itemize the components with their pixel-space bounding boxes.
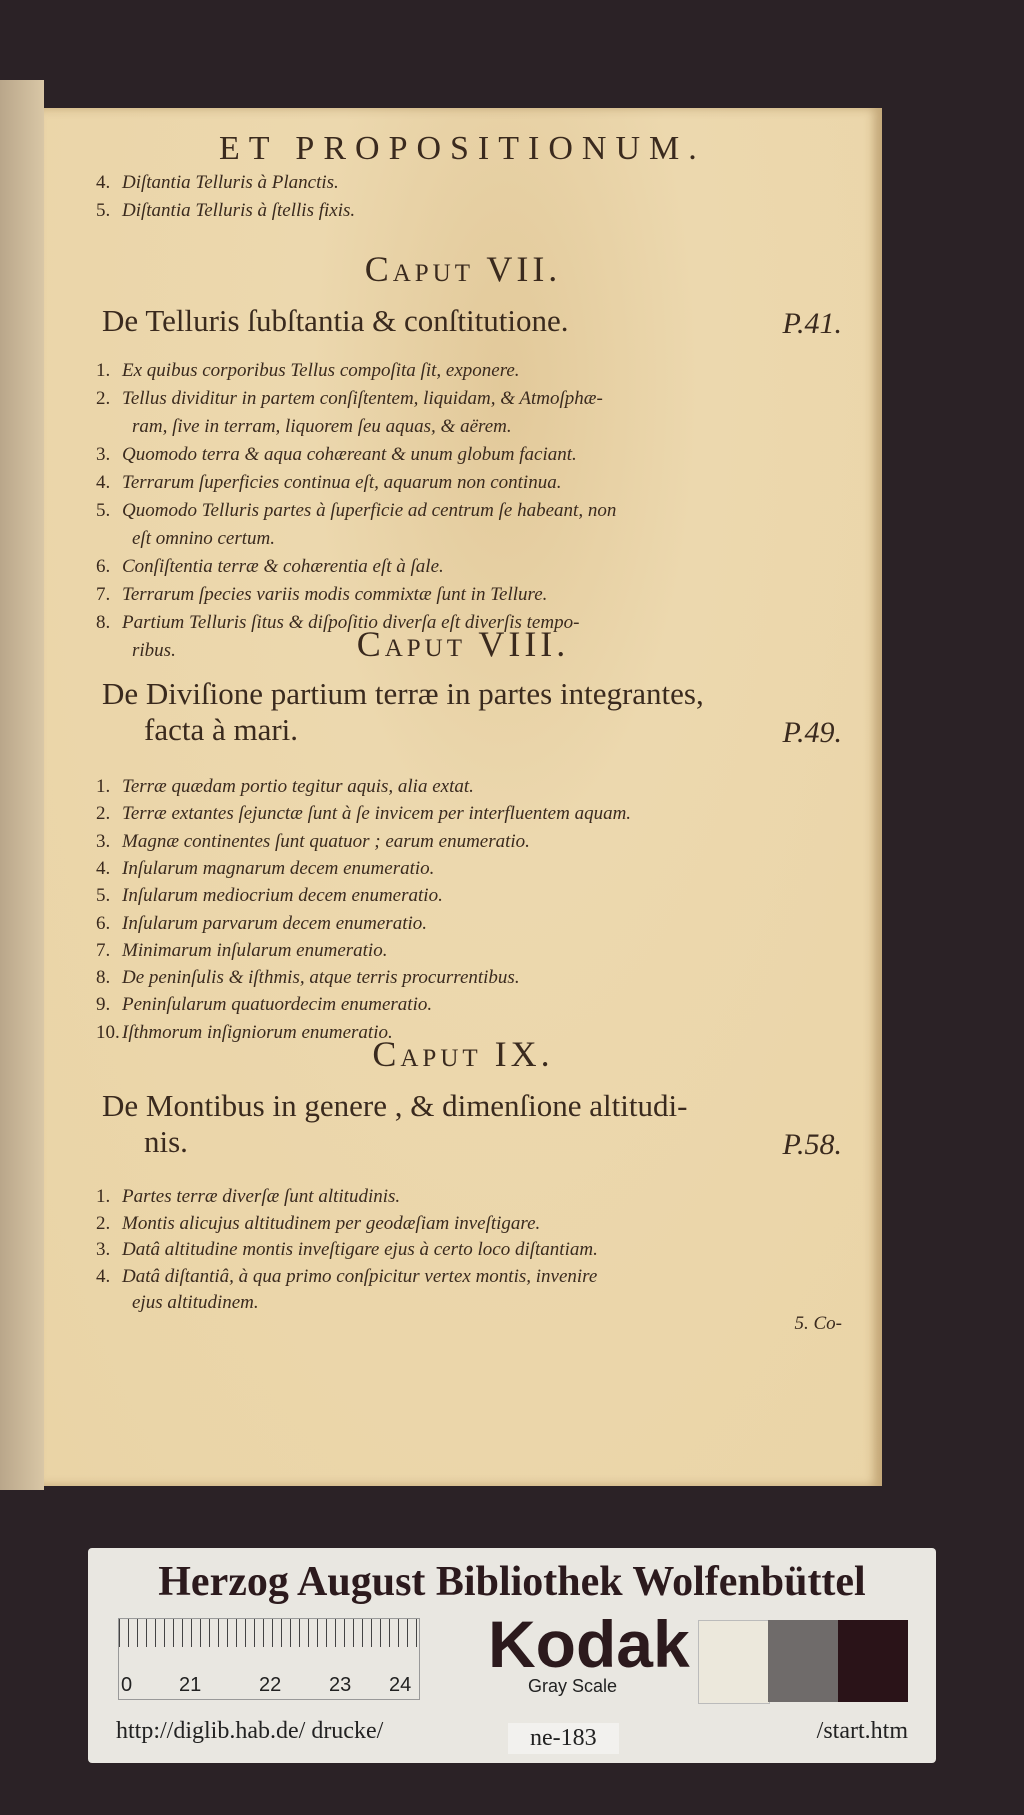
item-text: Inſularum magnarum decem enumeratio. [122, 857, 435, 879]
item-number: 2. [96, 803, 111, 825]
swatch-black [838, 1620, 908, 1702]
item-number: 8. [96, 967, 111, 989]
library-name: Herzog August Bibliothek Wolfenbüttel [158, 1559, 866, 1605]
item-text: Partium Telluris ſitus & diſpoſitio diverſa eſt diverſis tempo- [122, 612, 580, 633]
list-item [96, 940, 387, 962]
item-text: ribus. [132, 640, 176, 661]
shelfmark: ne-183 [508, 1723, 619, 1754]
ruler-label: 23 [329, 1674, 352, 1696]
list-item [96, 831, 530, 853]
list-item [106, 416, 512, 438]
list-item [96, 388, 603, 410]
list-item [106, 1292, 259, 1314]
item-text: Montis alicujus altitudinem per geodæſiam inveſtigare. [122, 1212, 541, 1234]
item-number: 2. [96, 1212, 111, 1234]
ruler-label: 0 [121, 1674, 133, 1696]
item-text: eſt omnino certum. [132, 528, 276, 549]
item-number: 3. [96, 830, 111, 852]
item-number: 9. [96, 994, 111, 1016]
list-item [96, 444, 577, 466]
library-color-card [88, 1548, 936, 1763]
item-number: 5. [96, 500, 111, 521]
list-item [96, 360, 520, 382]
gray-scale-label: Gray Scale [528, 1676, 618, 1696]
catchword: 5. Co- [794, 1313, 842, 1334]
list-item [96, 500, 616, 522]
ruler [118, 1618, 420, 1700]
item-number: 1. [96, 776, 111, 797]
item-number: 1. [96, 360, 111, 381]
item-number: 5. [96, 885, 111, 907]
item-number: 10. [96, 1021, 120, 1043]
list-item [96, 994, 432, 1016]
book-page [44, 108, 882, 1486]
item-text: Terræ extantes ſejunctæ ſunt à ſe invicem per interfluentem aquam. [122, 803, 632, 825]
item-text: Tellus dividitur in partem conſiſtentem, liquidam, & Atmoſphæ- [122, 388, 603, 409]
item-number: 8. [96, 612, 111, 633]
item-text: ejus altitudinem. [132, 1292, 259, 1313]
ruler-label: 21 [179, 1674, 202, 1696]
swatch-gray [768, 1620, 838, 1702]
list-item [96, 584, 547, 606]
item-text: De peninſulis & iſthmis, atque terris procurrentibus. [122, 967, 520, 989]
list-item [96, 556, 444, 578]
list-item: 5. Diſtantia Telluris à ſtellis fixis. [96, 200, 356, 221]
chapter-heading: De Telluris ſubſtantia & conſtitutione. [102, 303, 569, 338]
page-reference: P.49. [782, 716, 842, 749]
running-header: ET PROPOSITIONUM. [219, 130, 706, 167]
list-item [96, 967, 520, 989]
item-number: 4. [96, 1265, 111, 1287]
facing-page-edge [0, 80, 44, 1490]
item-number: 1. [96, 1186, 111, 1207]
list-item [96, 1213, 540, 1235]
item-text: Terrarum ſuperficies continua eſt, aquarum non continua. [122, 472, 562, 493]
list-item: 4. Diſtantia Telluris à Planctis. [96, 172, 339, 193]
item-number: 3. [96, 1239, 111, 1260]
item-number: 6. [96, 556, 111, 577]
list-item [96, 1239, 598, 1261]
url-right: /start.htm [816, 1718, 908, 1744]
list-item [96, 1266, 597, 1288]
item-text: Quomodo Telluris partes à ſuperficie ad centrum ſe habeant, non [122, 500, 617, 521]
list-item [96, 472, 561, 494]
item-text: Quomodo terra & aqua cohæreant & unum globum faciant. [122, 444, 577, 465]
ruler-label: 22 [259, 1674, 282, 1696]
list-item [96, 803, 631, 825]
url-left: http://diglib.hab.de/ drucke/ [116, 1718, 384, 1744]
list-item [96, 776, 474, 798]
list-item [96, 1186, 400, 1208]
chapter-heading: facta à mari. [144, 712, 299, 747]
kodak-logo: Kodak [488, 1607, 690, 1681]
swatch-white [698, 1620, 770, 1704]
item-text: Magnæ continentes ſunt quatuor ; earum enumeratio. [122, 830, 530, 852]
item-text: Peninſularum quatuordecim enumeratio. [122, 994, 433, 1016]
item-number: 7. [96, 584, 111, 605]
chapter-heading: De Diviſione partium terræ in partes integrantes, [102, 676, 704, 711]
list-item [106, 528, 275, 550]
item-text: Datâ altitudine montis inveſtigare ejus à certo loco diſtantiam. [122, 1239, 598, 1260]
item-text: Conſiſtentia terræ & cohærentia eſt à ſale. [122, 556, 444, 577]
page-reference: P.41. [782, 307, 842, 340]
item-number: 4. [96, 857, 111, 879]
item-number: 4. [96, 472, 111, 493]
chapter-heading: nis. [144, 1124, 188, 1159]
chapter-heading: De Montibus in genere , & dimenſione altitudi- [102, 1088, 688, 1123]
chapter-title: Caput IX. [372, 1034, 554, 1074]
item-text: Datâ diſtantiâ, à qua primo conſpicitur vertex montis, invenire [122, 1265, 598, 1287]
item-text: Ex quibus corporibus Tellus compoſita ſit, exponere. [122, 360, 520, 381]
item-text: Inſularum parvarum decem enumeratio. [122, 912, 428, 934]
item-text: Iſthmorum inſigniorum enumeratio. [122, 1021, 393, 1043]
ruler-label: 24 [389, 1674, 412, 1696]
item-number: 6. [96, 912, 111, 934]
list-item [96, 858, 434, 880]
chapter-title: Caput VIII. [356, 624, 570, 664]
item-text: Terrarum ſpecies variis modis commixtæ ſunt in Tellure. [122, 584, 548, 605]
item-number: 7. [96, 939, 111, 961]
item-text: Inſularum mediocrium decem enumeratio. [122, 885, 443, 907]
item-text: Partes terræ diverſæ ſunt altitudinis. [122, 1186, 401, 1207]
item-number: 3. [96, 444, 111, 465]
chapter-title: Caput VII. [364, 249, 562, 289]
item-text: Minimarum inſularum enumeratio. [122, 939, 388, 961]
list-item [96, 913, 427, 935]
item-text: ram, ſive in terram, liquorem ſeu aquas, & aërem. [132, 416, 512, 437]
item-number: 2. [96, 388, 111, 409]
item-text: Terræ quædam portio tegitur aquis, alia extat. [122, 776, 474, 797]
page-reference: P.58. [782, 1128, 842, 1161]
list-item [96, 885, 443, 907]
